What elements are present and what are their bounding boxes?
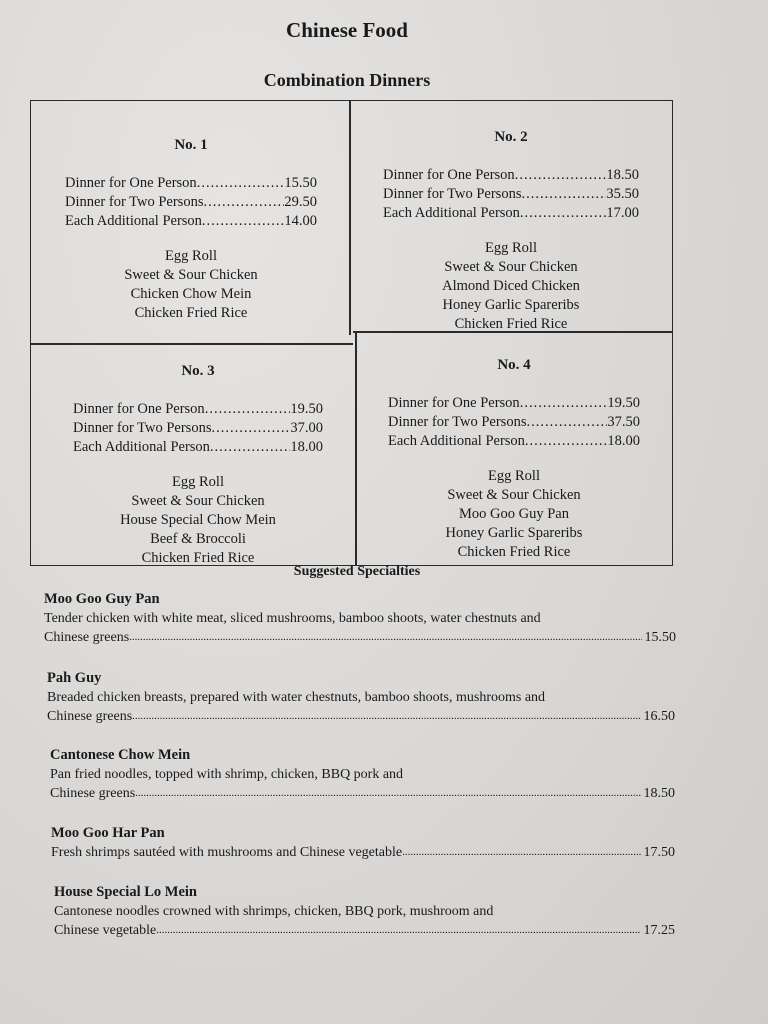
- suggested-specialties-heading: Suggested Specialties: [293, 564, 421, 579]
- price-line: [65, 193, 317, 212]
- specialty-price-row: [54, 921, 675, 940]
- combo-item: Egg Roll: [488, 468, 540, 484]
- specialty-description: Tender chicken with white meat, sliced mushrooms, bamboo shoots, water chestnuts and: [44, 611, 541, 626]
- leader-dots: [203, 193, 284, 212]
- combo-card: [388, 357, 640, 562]
- combo-items: [73, 473, 323, 568]
- price-line: [388, 394, 640, 413]
- combo-item: Chicken Fried Rice: [457, 544, 571, 560]
- price-amount: 17.00: [606, 205, 639, 221]
- price-amount: 29.50: [284, 194, 317, 210]
- leader-dots: [205, 400, 291, 419]
- price-label: Dinner for One Person: [73, 401, 205, 417]
- combo-item: Sweet & Sour Chicken: [131, 493, 265, 509]
- leader-dots: [211, 419, 290, 438]
- specialty-price: 15.50: [644, 630, 676, 645]
- specialty-price: 18.50: [643, 786, 675, 801]
- price-label: Each Additional Person: [383, 205, 520, 221]
- combo-item: Chicken Chow Mein: [130, 286, 252, 302]
- leader-dots: [402, 843, 640, 862]
- combo-title: No. 1: [174, 137, 208, 153]
- price-amount: 14.00: [284, 213, 317, 229]
- leader-dots: [210, 438, 290, 457]
- specialty-name: Moo Goo Guy Pan: [44, 591, 160, 607]
- specialty-price-row: [51, 843, 675, 862]
- price-label: Dinner for Two Persons: [73, 420, 212, 436]
- combo-item: Egg Roll: [172, 474, 224, 490]
- price-amount: 18.00: [290, 439, 323, 455]
- price-amount: 19.50: [290, 401, 323, 417]
- price-line: [65, 174, 317, 193]
- combo-item: Moo Goo Guy Pan: [459, 506, 569, 522]
- price-amount: 19.50: [607, 395, 640, 411]
- specialty-item: [44, 590, 676, 647]
- leader-dots: [202, 212, 284, 231]
- price-line: [383, 166, 639, 185]
- specialty-price: 17.50: [643, 845, 675, 860]
- leader-dots: [520, 394, 608, 413]
- combo-title: No. 4: [497, 357, 531, 373]
- leader-dots: [156, 921, 640, 940]
- combo-title: No. 2: [494, 129, 528, 145]
- leader-dots: [521, 185, 606, 204]
- combo-card: [383, 129, 639, 334]
- price-label: Dinner for Two Persons: [65, 194, 204, 210]
- leader-dots: [526, 413, 607, 432]
- leader-dots: [135, 784, 640, 803]
- combo-item: Almond Diced Chicken: [442, 278, 580, 294]
- price-label: Dinner for Two Persons: [383, 186, 522, 202]
- specialty-price-row: [47, 707, 675, 726]
- price-line: [383, 185, 639, 204]
- specialty-description-end: Chinese greens: [44, 630, 130, 645]
- specialty-price: 17.25: [643, 923, 675, 938]
- specialty-price-row: [50, 784, 675, 803]
- leader-dots: [515, 166, 607, 185]
- combination-dinners-grid: [30, 100, 673, 566]
- leader-dots: [520, 204, 606, 223]
- specialty-price-row: [44, 628, 676, 647]
- price-label: Each Additional Person: [65, 213, 202, 229]
- combo-item: House Special Chow Mein: [120, 512, 276, 528]
- combo-item: Chicken Fried Rice: [454, 316, 568, 332]
- price-label: Each Additional Person: [388, 433, 525, 449]
- combo-items: [388, 467, 640, 562]
- price-amount: 37.50: [607, 414, 640, 430]
- specialty-name: Pah Guy: [47, 670, 102, 686]
- combo-item: Egg Roll: [165, 248, 217, 264]
- specialty-price: 16.50: [643, 709, 675, 724]
- leader-dots: [129, 628, 641, 647]
- specialty-description: Breaded chicken breasts, prepared with water chestnuts, bamboo shoots, mushrooms and: [47, 690, 546, 705]
- price-amount: 35.50: [606, 186, 639, 202]
- combo-item: Chicken Fried Rice: [134, 305, 248, 321]
- combo-item: Honey Garlic Spareribs: [442, 297, 580, 313]
- combo-items: [65, 247, 317, 323]
- combo-card: [73, 363, 323, 568]
- grid-divider-vertical-bottom: [355, 333, 357, 565]
- combo-items: [383, 239, 639, 334]
- price-line: [383, 204, 639, 223]
- specialty-name: Moo Goo Har Pan: [51, 825, 165, 841]
- specialty-description-end: Chinese greens: [50, 786, 136, 801]
- specialty-description-end: Chinese greens: [47, 709, 133, 724]
- combo-item: Beef & Broccoli: [150, 531, 246, 547]
- leader-dots: [525, 432, 607, 451]
- combo-item: Sweet & Sour Chicken: [124, 267, 258, 283]
- price-line: [73, 419, 323, 438]
- specialty-item: [50, 746, 675, 803]
- leader-dots: [197, 174, 285, 193]
- combo-item: Chicken Fried Rice: [141, 550, 255, 566]
- price-line: [65, 212, 317, 231]
- price-label: Each Additional Person: [73, 439, 210, 455]
- combo-item: Sweet & Sour Chicken: [444, 259, 578, 275]
- combo-item: Egg Roll: [485, 240, 537, 256]
- price-amount: 18.00: [607, 433, 640, 449]
- price-amount: 18.50: [606, 167, 639, 183]
- price-label: Dinner for Two Persons: [388, 414, 527, 430]
- grid-divider-vertical-top: [349, 101, 351, 335]
- combo-item: Honey Garlic Spareribs: [445, 525, 583, 541]
- leader-dots: [132, 707, 640, 726]
- grid-divider-horizontal-left: [31, 343, 353, 345]
- combo-item: Sweet & Sour Chicken: [447, 487, 581, 503]
- price-line: [73, 438, 323, 457]
- specialty-item: [54, 883, 675, 940]
- page-title: Chinese Food: [286, 18, 408, 42]
- price-line: [388, 432, 640, 451]
- price-label: Dinner for One Person: [65, 175, 197, 191]
- specialty-item: [47, 669, 675, 726]
- price-label: Dinner for One Person: [388, 395, 520, 411]
- combination-dinners-heading: Combination Dinners: [263, 70, 431, 90]
- specialty-item: [51, 824, 675, 862]
- combo-card: [65, 137, 317, 323]
- specialty-description: Pan fried noodles, topped with shrimp, chicken, BBQ pork and: [50, 767, 404, 782]
- price-line: [73, 400, 323, 419]
- price-amount: 37.00: [290, 420, 323, 436]
- specialty-name: House Special Lo Mein: [54, 884, 197, 900]
- price-label: Dinner for One Person: [383, 167, 515, 183]
- specialty-description-end: Fresh shrimps sautéed with mushrooms and Chinese vegetable: [51, 845, 403, 860]
- combo-title: No. 3: [181, 363, 215, 379]
- price-line: [388, 413, 640, 432]
- specialty-name: Cantonese Chow Mein: [50, 747, 191, 763]
- specialty-description: Cantonese noodles crowned with shrimps, chicken, BBQ pork, mushroom and: [54, 904, 494, 919]
- price-amount: 15.50: [284, 175, 317, 191]
- specialty-description-end: Chinese vegetable: [54, 923, 157, 938]
